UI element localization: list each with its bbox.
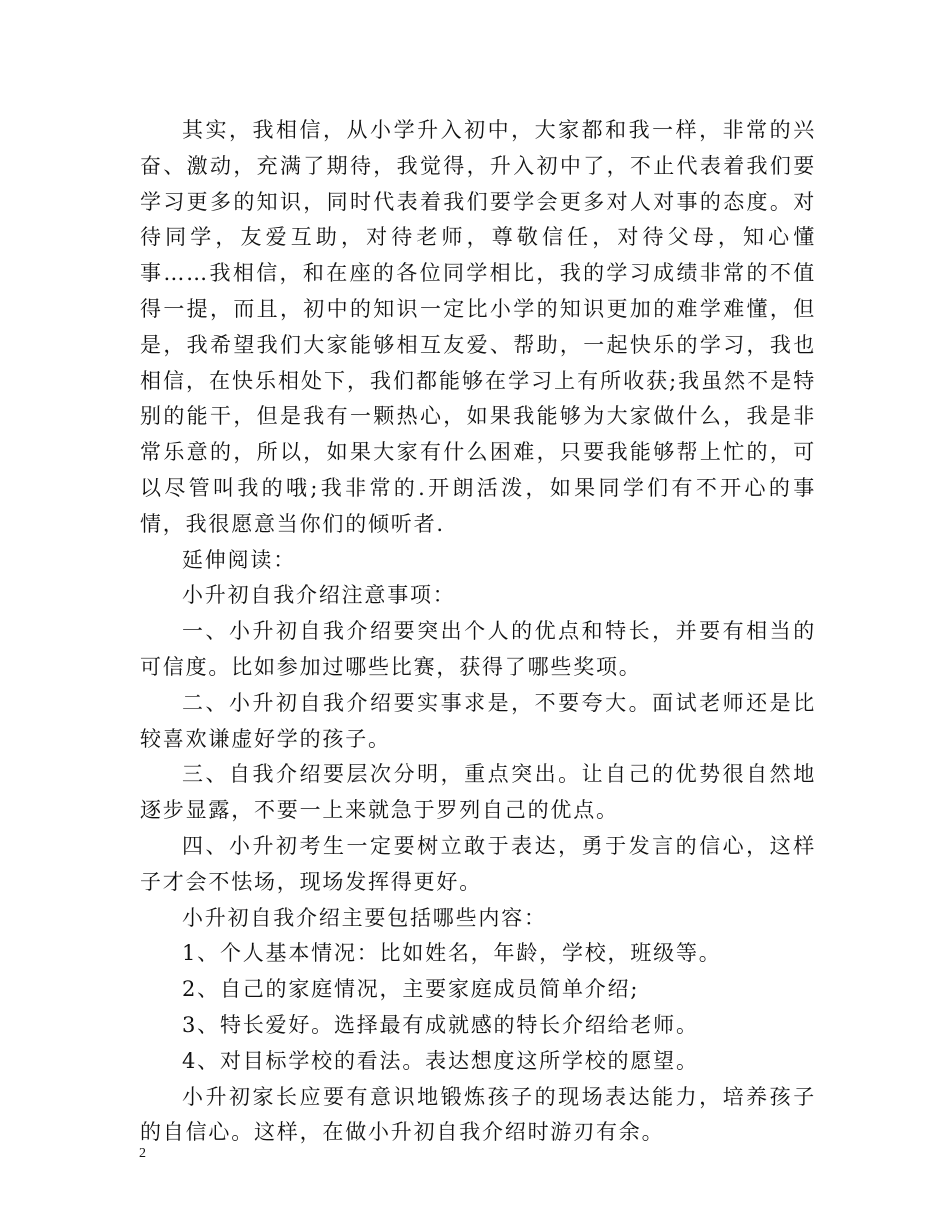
paragraph-extended-reading: 延伸阅读： [182, 547, 296, 572]
paragraph-note-2: 二、小升初自我介绍要实事求是，不要夸大。面试老师还是比较喜欢谦虚好学的孩子。 [140, 690, 816, 751]
paragraph-content-4: 4、对目标学校的看法。表达想度这所学校的愿望。 [182, 1048, 699, 1073]
paragraph-note-3: 三、自我介绍要层次分明，重点突出。让自己的优势很自然地逐步显露，不要一上来就急于罗列自己的优点。 [140, 762, 816, 823]
paragraph-notes-heading: 小升初自我介绍注意事项： [182, 583, 456, 608]
document-body [140, 113, 816, 1151]
paragraph-content-3: 3、特长爱好。选择最有成就感的特长介绍给老师。 [182, 1012, 699, 1037]
paragraph-content-2: 2、自己的家庭情况，主要家庭成员简单介绍; [182, 977, 640, 1002]
paragraph-note-4: 四、小升初考生一定要树立敢于表达，勇于发言的信心，这样子才会不怯场，现场发挥得更好。 [140, 833, 816, 894]
paragraph-parent-advice: 小升初家长应要有意识地锻炼孩子的现场表达能力，培养孩子的自信心。这样，在做小升初自我介绍时游刃有余。 [140, 1084, 816, 1145]
page-number: 2 [139, 1146, 146, 1161]
paragraph-content-1: 1、个人基本情况：比如姓名，年龄，学校，班级等。 [182, 941, 722, 966]
paragraph-intro: 其实，我相信，从小学升入初中，大家都和我一样，非常的兴奋、激动，充满了期待，我觉得，升入初中了，不止代表着我们要学习更多的知识，同时代表着我们要学会更多对人对事的态度。对待同学，友爱互助，对待老师，尊敬信任，对待父母，知心懂事……我相信，和在座的各位同学相比，我的学习成绩非常的不值得一提，而且，初中的知识一定比小学的知识更加的难学难懂，但是，我希望我们大家能够相互友爱、帮助，一起快乐的学习，我也相信，在快乐相处下，我们都能够在学习上有所收获;我虽然不是特别的能干，但是我有一颗热心，如果我能够为大家做什么，我是非常乐意的，所以，如果大家有什么困难，只要我能够帮上忙的，可以尽管叫我的哦;我非常的.开朗活泼，如果同学们有不开心的事情，我很愿意当你们的倾听者. [140, 118, 816, 536]
paragraph-content-heading: 小升初自我介绍主要包括哪些内容： [182, 905, 547, 930]
paragraph-note-1: 一、小升初自我介绍要突出个人的优点和特长，并要有相当的可信度。比如参加过哪些比赛，获得了哪些奖项。 [140, 619, 816, 679]
